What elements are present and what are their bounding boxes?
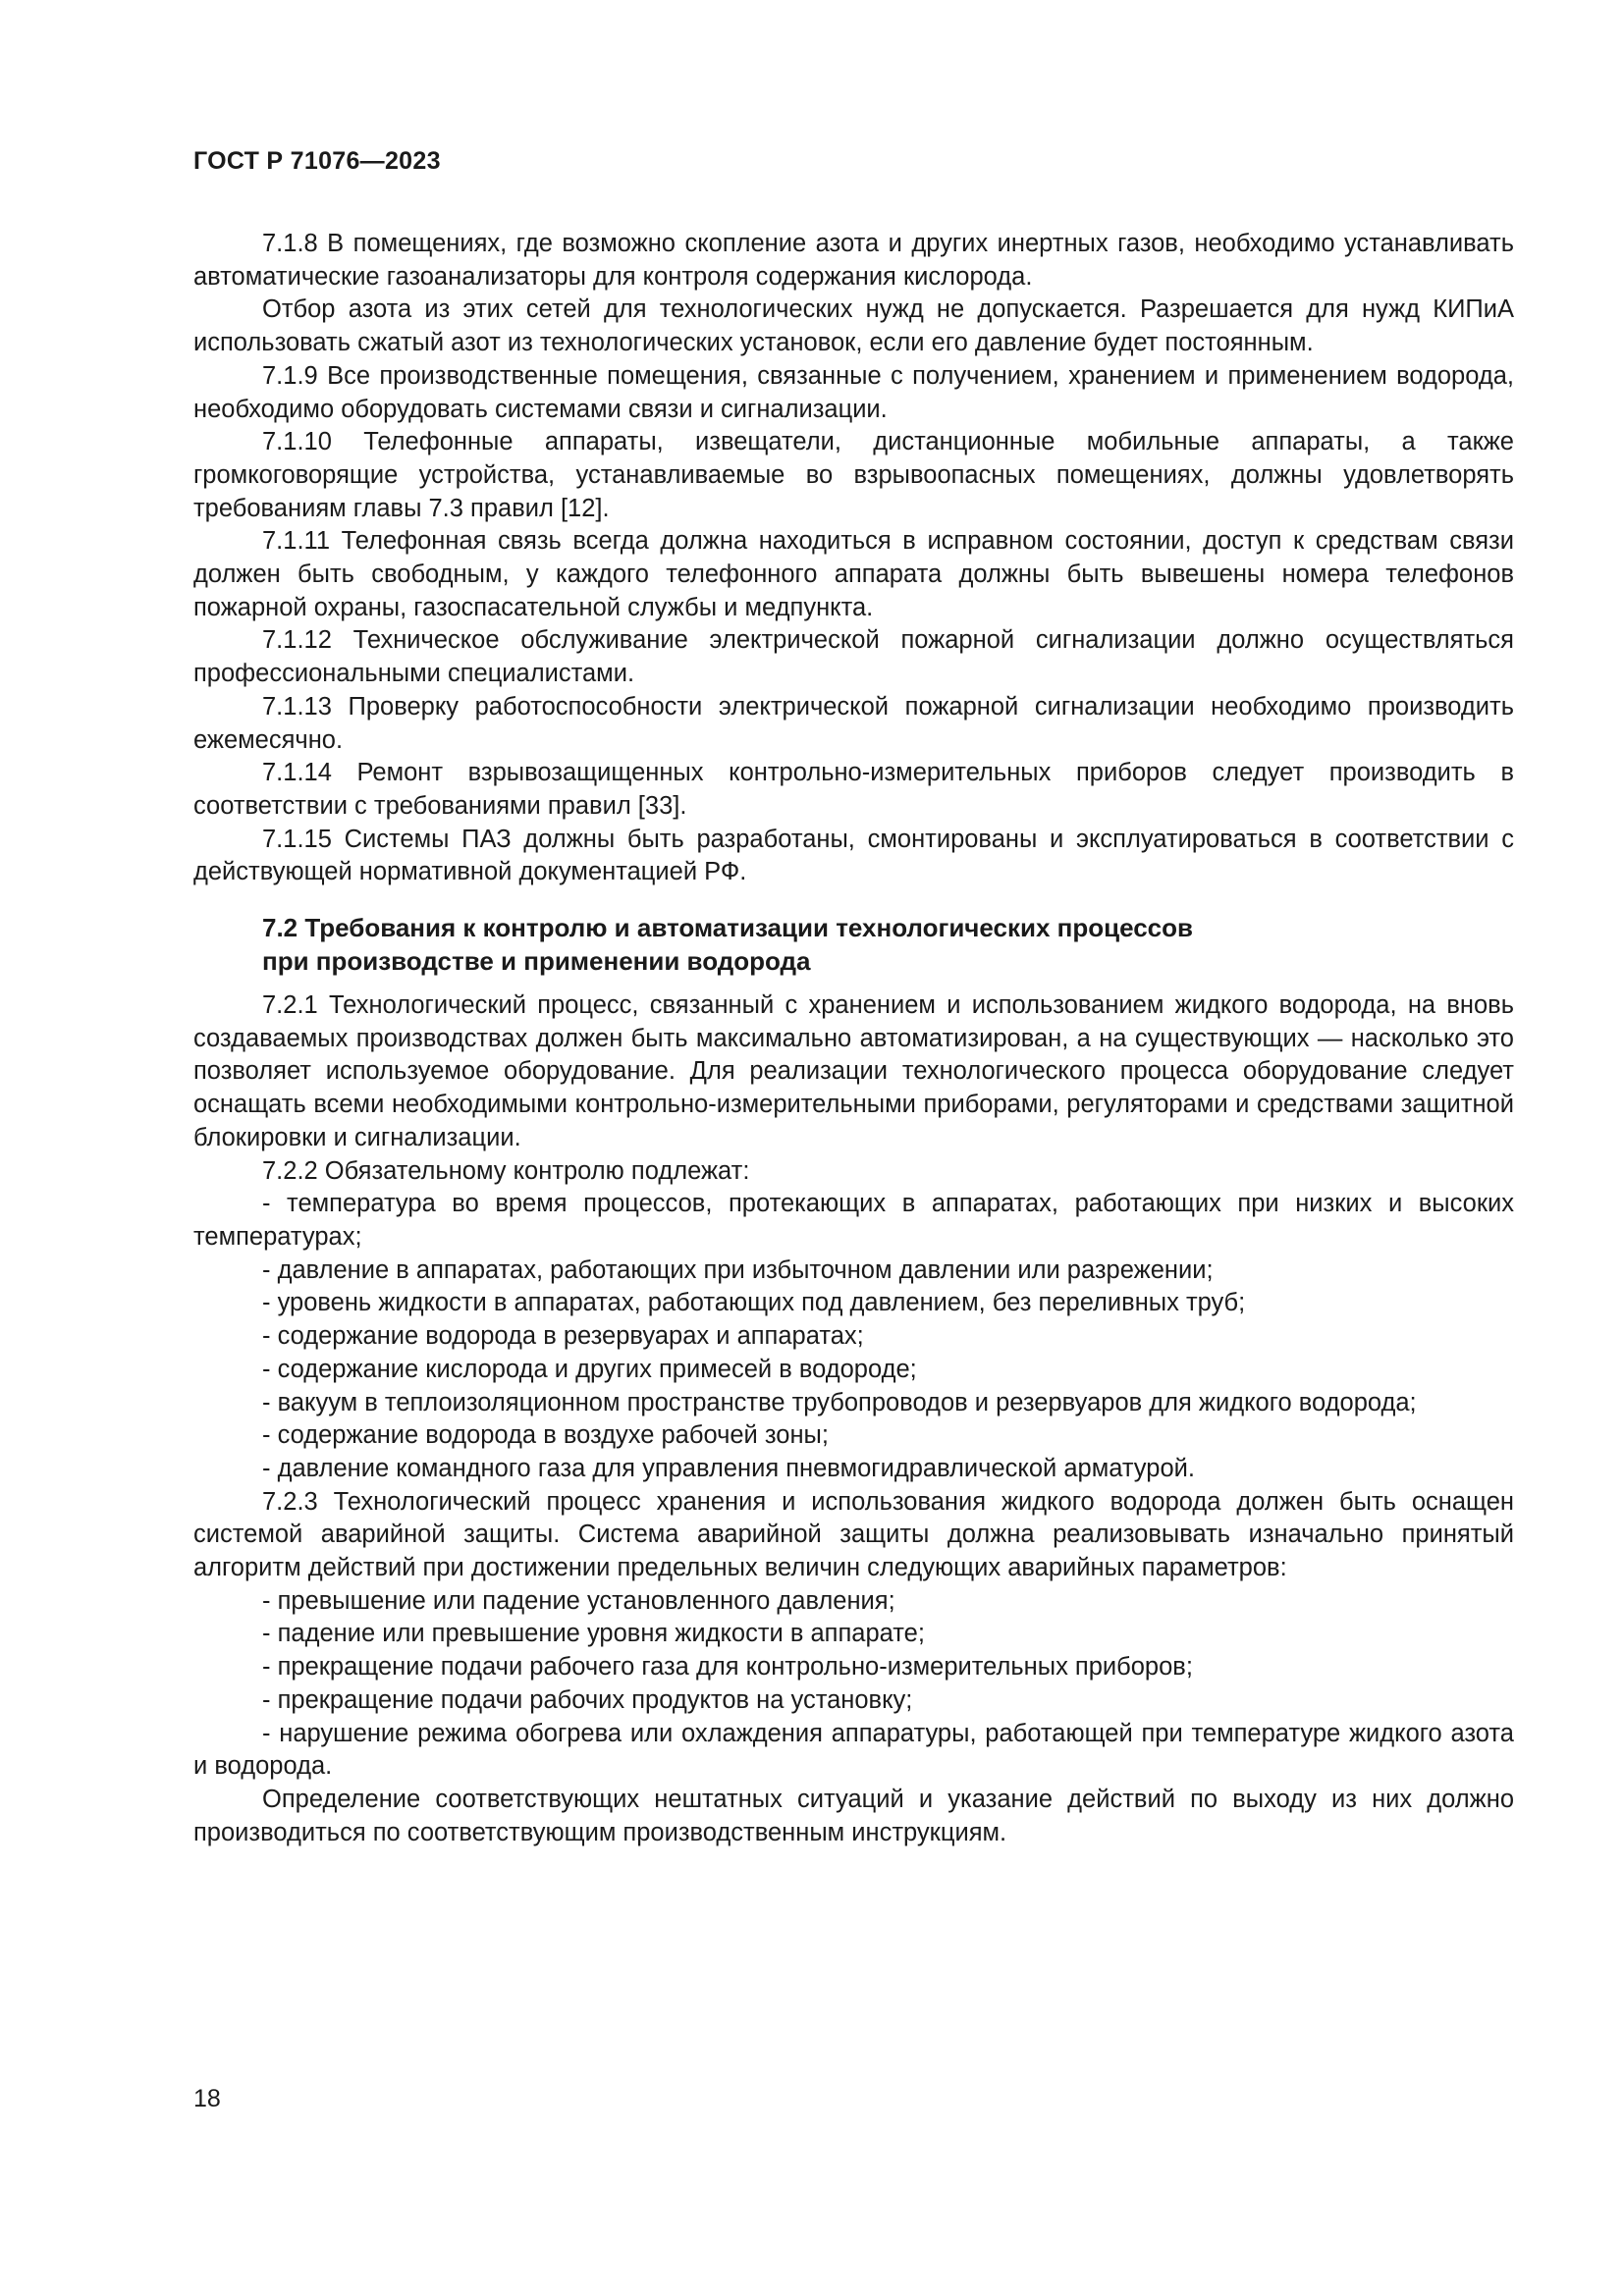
paragraph-closing: Определение соответствующих нештатных ситуаций и указание действий по выходу из них должно производиться по соответствующим производственным инструкциям. [193,1785,1514,1846]
page-number: 18 [193,2085,221,2112]
paragraph-7-1-12: 7.1.12 Техническое обслуживание электрической пожарной сигнализации должно осуществляться профессиональными специалистами. [193,626,1514,688]
document-body [193,228,1514,1849]
paragraph-7-1-11: 7.1.11 Телефонная связь всегда должна находиться в исправном состоянии, доступ к средствам связи должен быть свободным, у каждого телефонного аппарата должны быть вывешены номера телефонов пожарной охраны, газоспасательной службы и медпункта. [193,527,1514,621]
section-heading-7-2 [262,911,1514,978]
paragraph-7-1-8: 7.1.8 В помещениях, где возможно скопление азота и других инертных газов, необходимо устанавливать автоматические газоанализаторы для контроля содержания кислорода. [193,230,1514,291]
section-heading-line-2: при производстве и применении водорода [262,946,811,977]
paragraph-7-1-14: 7.1.14 Ремонт взрывозащищенных контрольно-измерительных приборов следует производить в соответствии с требованиями правил [33]. [193,759,1514,820]
paragraph-7-2-1: 7.2.1 Технологический процесс, связанный с хранением и использованием жидкого водорода, на вновь создаваемых производствах должен быть максимально автоматизирован, а на существующих — насколько это позволяет используемое оборудование. Для реализации технологического процесса оборудование следует оснащать всеми необходимыми контрольно-измерительными приборами, регуляторами и средствами защитной блокировки и сигнализации. [193,991,1514,1151]
paragraph-7-1-13: 7.1.13 Проверку работоспособности электрической пожарной сигнализации необходимо производить ежемесячно. [193,692,1514,754]
section-heading-line-1: 7.2 Требования к контролю и автоматизации технологических процессов [262,913,1194,943]
list-item: - содержание кислорода и других примесей в водороде; [262,1355,917,1383]
list-item: - давление в аппаратах, работающих при избыточном давлении или разрежении; [262,1255,1214,1284]
list-item: - превышение или падение установленного давления; [262,1586,895,1615]
list-item: - содержание водорода в резервуарах и аппаратах; [262,1322,864,1351]
list-item: - уровень жидкости в аппаратах, работающих под давлением, без переливных труб; [262,1289,1246,1317]
list-item: - температура во время процессов, протекающих в аппаратах, работающих при низких и высоких температурах; [193,1190,1514,1251]
paragraph-nitrogen-note: Отбор азота из этих сетей для технологических нужд не допускается. Разрешается для нужд КИПиА использовать сжатый азот из технологических установок, если его давление будет постоянным. [193,295,1514,357]
paragraph-7-2-2: 7.2.2 Обязательному контролю подлежат: [262,1156,750,1185]
list-item: - прекращение подачи рабочих продуктов на установку; [262,1685,913,1714]
list-item: - падение или превышение уровня жидкости в аппарате; [262,1620,925,1648]
paragraph-7-1-10: 7.1.10 Телефонные аппараты, извещатели, дистанционные мобильные аппараты, а также громкоговорящие устройства, устанавливаемые во взрывоопасных помещениях, должны удовлетворять требованиям главы 7.3 правил [12]. [193,428,1514,522]
list-item: - давление командного газа для управления пневмогидравлической арматурой. [262,1454,1195,1482]
paragraph-7-1-15: 7.1.15 Системы ПАЗ должны быть разработаны, смонтированы и эксплуатироваться в соответствии с действующей нормативной документацией РФ. [193,825,1514,886]
paragraph-7-2-3: 7.2.3 Технологический процесс хранения и использования жидкого водорода должен быть оснащен системой аварийной защиты. Система аварийной защиты должна реализовывать изначально принятый алгоритм действий при достижении предельных величин следующих аварийных параметров: [193,1487,1514,1582]
list-item: - нарушение режима обогрева или охлаждения аппаратуры, работающей при температуре жидкого азота и водорода. [193,1719,1514,1781]
document-code-header: ГОСТ Р 71076—2023 [193,147,441,175]
paragraph-7-1-9: 7.1.9 Все производственные помещения, связанные с получением, хранением и применением водорода, необходимо оборудовать системами связи и сигнализации. [193,361,1514,423]
list-item: - содержание водорода в воздухе рабочей зоны; [262,1421,829,1450]
list-item: - прекращение подачи рабочего газа для контрольно-измерительных приборов; [262,1653,1193,1682]
list-item: - вакуум в теплоизоляционном пространстве трубопроводов и резервуаров для жидкого водорода; [262,1388,1417,1416]
